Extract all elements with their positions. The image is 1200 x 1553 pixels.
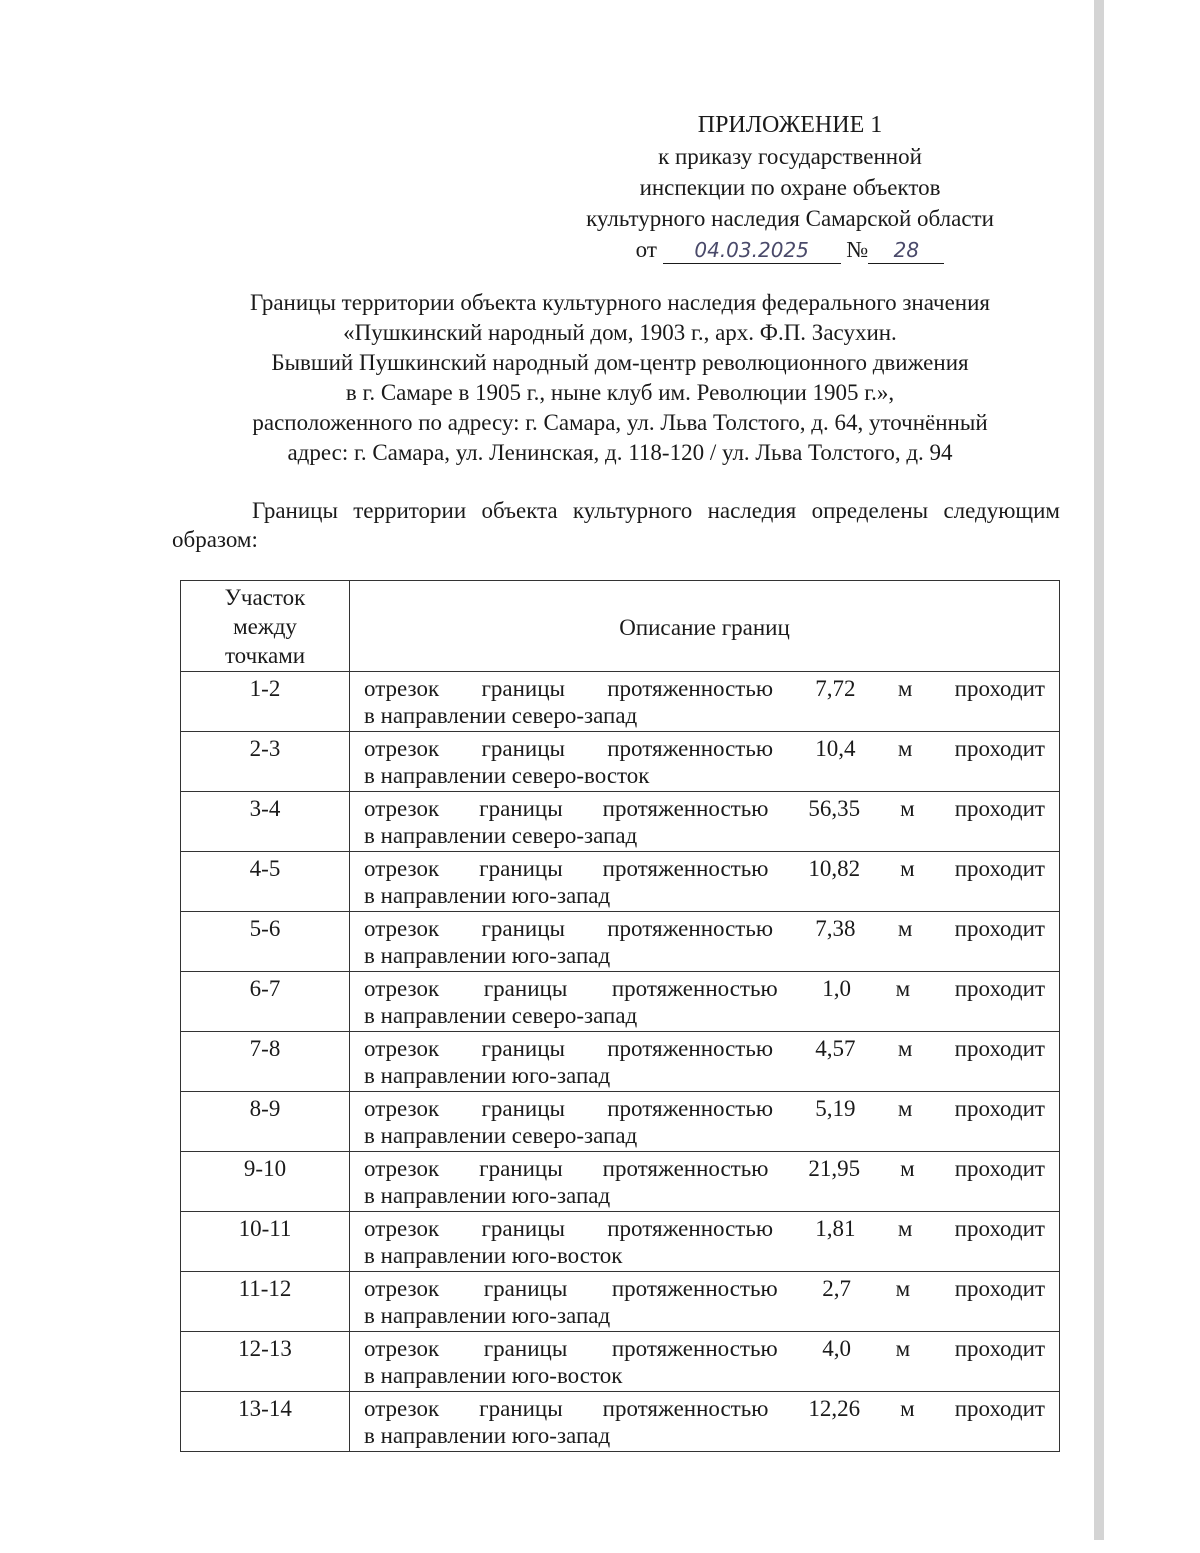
word-length: протяженностью [602,796,769,821]
unit-label: м [900,856,915,881]
description-cell [350,1272,1060,1332]
word-boundary: границы [483,976,568,1001]
document-title [180,288,1060,468]
description-cell [350,1332,1060,1392]
word-length: протяженностью [611,976,778,1001]
length-value: 1,0 [822,976,851,1001]
header-line-3: культурного наследия Самарской области [586,206,994,231]
direction-text: в направлении юго-запад [364,1063,611,1088]
description-cell [350,972,1060,1032]
word-passes: проходит [954,676,1045,701]
length-value: 56,35 [808,796,861,821]
table-row [181,1092,1060,1152]
word-segment: отрезок [364,736,440,761]
word-passes: проходит [954,1276,1045,1301]
unit-label: м [900,1396,915,1421]
unit-label: м [897,916,913,941]
word-length: протяженностью [602,856,769,881]
title-line-1: Границы территории объекта культурного наследия федерального значения [250,290,990,315]
segment-cell: 2-3 [181,732,350,792]
appendix-label: ПРИЛОЖЕНИЕ 1 [697,112,883,138]
word-segment: отрезок [364,1156,440,1181]
length-value: 10,4 [815,736,856,761]
word-passes: проходит [954,1036,1045,1061]
word-passes: проходит [954,1096,1045,1121]
description-cell [350,1212,1060,1272]
word-segment: отрезок [364,856,440,881]
description-line-1 [364,915,1045,942]
word-length: протяженностью [607,676,774,701]
word-length: протяженностью [611,1336,778,1361]
table-row [181,852,1060,912]
segment-cell: 12-13 [181,1332,350,1392]
direction-text: в направлении юго-восток [364,1243,623,1268]
word-length: протяженностью [607,1036,774,1061]
word-boundary: границы [483,1276,568,1301]
word-passes: проходит [954,1216,1045,1241]
segment-cell: 3-4 [181,792,350,852]
length-value: 7,72 [815,676,856,701]
description-line-1 [364,1155,1045,1182]
number-prefix: № [846,237,869,262]
word-passes: проходит [954,856,1045,881]
segment-cell: 9-10 [181,1152,350,1212]
word-segment: отрезок [364,976,440,1001]
direction-text: в направлении юго-запад [364,883,611,908]
length-value: 4,0 [822,1336,851,1361]
unit-label: м [897,676,913,701]
description-cell [350,1152,1060,1212]
title-line-5: расположенного по адресу: г. Самара, ул. Льва Толстого, д. 64, уточнённый [252,410,988,435]
description-line-1 [364,1275,1045,1302]
direction-text: в направлении юго-запад [364,1423,611,1448]
description-line-1 [364,1035,1045,1062]
word-boundary: границы [481,1216,565,1241]
word-passes: проходит [954,976,1045,1001]
word-segment: отрезок [364,676,440,701]
length-value: 1,81 [815,1216,856,1241]
direction-text: в направлении северо-запад [364,1003,638,1028]
header-description-cell: Описание границ [350,581,1060,672]
length-value: 21,95 [808,1156,861,1181]
header-segment-line-1: Участок [224,585,306,610]
table-row [181,1332,1060,1392]
table-row [181,732,1060,792]
segment-cell: 13-14 [181,1392,350,1452]
word-length: протяженностью [607,916,774,941]
word-passes: проходит [954,1336,1045,1361]
boundary-table [180,580,1060,1452]
unit-label: м [897,1096,913,1121]
segment-cell: 7-8 [181,1032,350,1092]
direction-text: в направлении юго-запад [364,1303,611,1328]
intro-paragraph: Границы территории объекта культурного наследия определены следующим образом: [172,498,1060,552]
word-length: протяженностью [602,1156,769,1181]
table-row [181,672,1060,732]
description-line-1 [364,795,1045,822]
segment-cell: 4-5 [181,852,350,912]
header-line-2: инспекции по охране объектов [639,175,941,200]
direction-text: в направлении северо-восток [364,763,650,788]
date-prefix: от [635,237,657,262]
unit-label: м [900,796,915,821]
direction-text: в направлении юго-запад [364,943,611,968]
description-line-1 [364,1095,1045,1122]
header-segment-line-3: точками [224,643,306,668]
description-line-1 [364,1395,1045,1422]
word-passes: проходит [954,1156,1045,1181]
word-length: протяженностью [607,1216,774,1241]
table-row [181,1392,1060,1452]
description-line-1 [364,1335,1045,1362]
title-line-6: адрес: г. Самара, ул. Ленинская, д. 118-120 / ул. Льва Толстого, д. 94 [287,440,953,465]
description-cell [350,672,1060,732]
unit-label: м [897,736,913,761]
direction-text: в направлении юго-восток [364,1363,623,1388]
segment-cell: 6-7 [181,972,350,1032]
description-cell [350,1092,1060,1152]
word-boundary: границы [481,1096,565,1121]
description-line-1 [364,1215,1045,1242]
word-boundary: границы [481,1036,565,1061]
word-segment: отрезок [364,1216,440,1241]
word-length: протяженностью [607,736,774,761]
segment-cell: 8-9 [181,1092,350,1152]
word-segment: отрезок [364,916,440,941]
unit-label: м [895,1276,911,1301]
direction-text: в направлении юго-запад [364,1183,611,1208]
length-value: 2,7 [822,1276,851,1301]
length-value: 12,26 [808,1396,861,1421]
word-length: протяженностью [602,1396,769,1421]
word-segment: отрезок [364,1036,440,1061]
word-boundary: границы [481,916,565,941]
table-row [181,972,1060,1032]
description-cell [350,1032,1060,1092]
table-row [181,1032,1060,1092]
length-value: 5,19 [815,1096,856,1121]
header-segment-line-2: между [233,614,297,639]
table-row [181,1272,1060,1332]
handwritten-order-number: 28 [868,237,944,264]
unit-label: м [900,1156,915,1181]
word-boundary: границы [479,856,563,881]
description-cell [350,852,1060,912]
word-boundary: границы [479,1156,563,1181]
table-body [181,672,1060,1452]
description-cell [350,912,1060,972]
table-row [181,792,1060,852]
word-length: протяженностью [607,1096,774,1121]
direction-text: в направлении северо-запад [364,703,638,728]
word-boundary: границы [479,1396,563,1421]
direction-text: в направлении северо-запад [364,823,638,848]
unit-label: м [897,1216,913,1241]
description-line-1 [364,855,1045,882]
word-segment: отрезок [364,1396,440,1421]
word-passes: проходит [954,736,1045,761]
description-cell [350,1392,1060,1452]
word-boundary: границы [481,676,565,701]
description-cell [350,732,1060,792]
word-boundary: границы [481,736,565,761]
word-length: протяженностью [611,1276,778,1301]
word-passes: проходит [954,796,1045,821]
order-date-line [636,234,945,265]
handwritten-date: 04.03.2025 [663,237,841,264]
word-passes: проходит [954,1396,1045,1421]
table-header-row [181,581,1060,672]
unit-label: м [895,976,911,1001]
table-row [181,1212,1060,1272]
word-segment: отрезок [364,1276,440,1301]
title-line-4: в г. Самаре в 1905 г., ныне клуб им. Революции 1905 г.», [345,380,895,405]
word-boundary: границы [479,796,563,821]
word-boundary: границы [483,1336,568,1361]
description-cell [350,792,1060,852]
segment-cell: 1-2 [181,672,350,732]
length-value: 7,38 [815,916,856,941]
scan-edge-shadow [1094,0,1104,1540]
length-value: 4,57 [815,1036,856,1061]
description-line-1 [364,975,1045,1002]
word-passes: проходит [954,916,1045,941]
unit-label: м [895,1336,911,1361]
word-segment: отрезок [364,1336,440,1361]
header-segment-cell [181,581,350,672]
unit-label: м [897,1036,913,1061]
word-segment: отрезок [364,1096,440,1121]
table-row [181,1152,1060,1212]
segment-cell: 5-6 [181,912,350,972]
title-line-3: Бывший Пушкинский народный дом-центр революционного движения [271,350,969,375]
word-segment: отрезок [364,796,440,821]
appendix-header [540,110,1040,265]
table-row [181,912,1060,972]
length-value: 10,82 [808,856,861,881]
direction-text: в направлении северо-запад [364,1123,638,1148]
description-line-1 [364,735,1045,762]
segment-cell: 11-12 [181,1272,350,1332]
segment-cell: 10-11 [181,1212,350,1272]
description-line-1 [364,675,1045,702]
header-line-1: к приказу государственной [658,144,922,169]
title-line-2: «Пушкинский народный дом, 1903 г., арх. Ф.П. Засухин. [343,320,897,345]
